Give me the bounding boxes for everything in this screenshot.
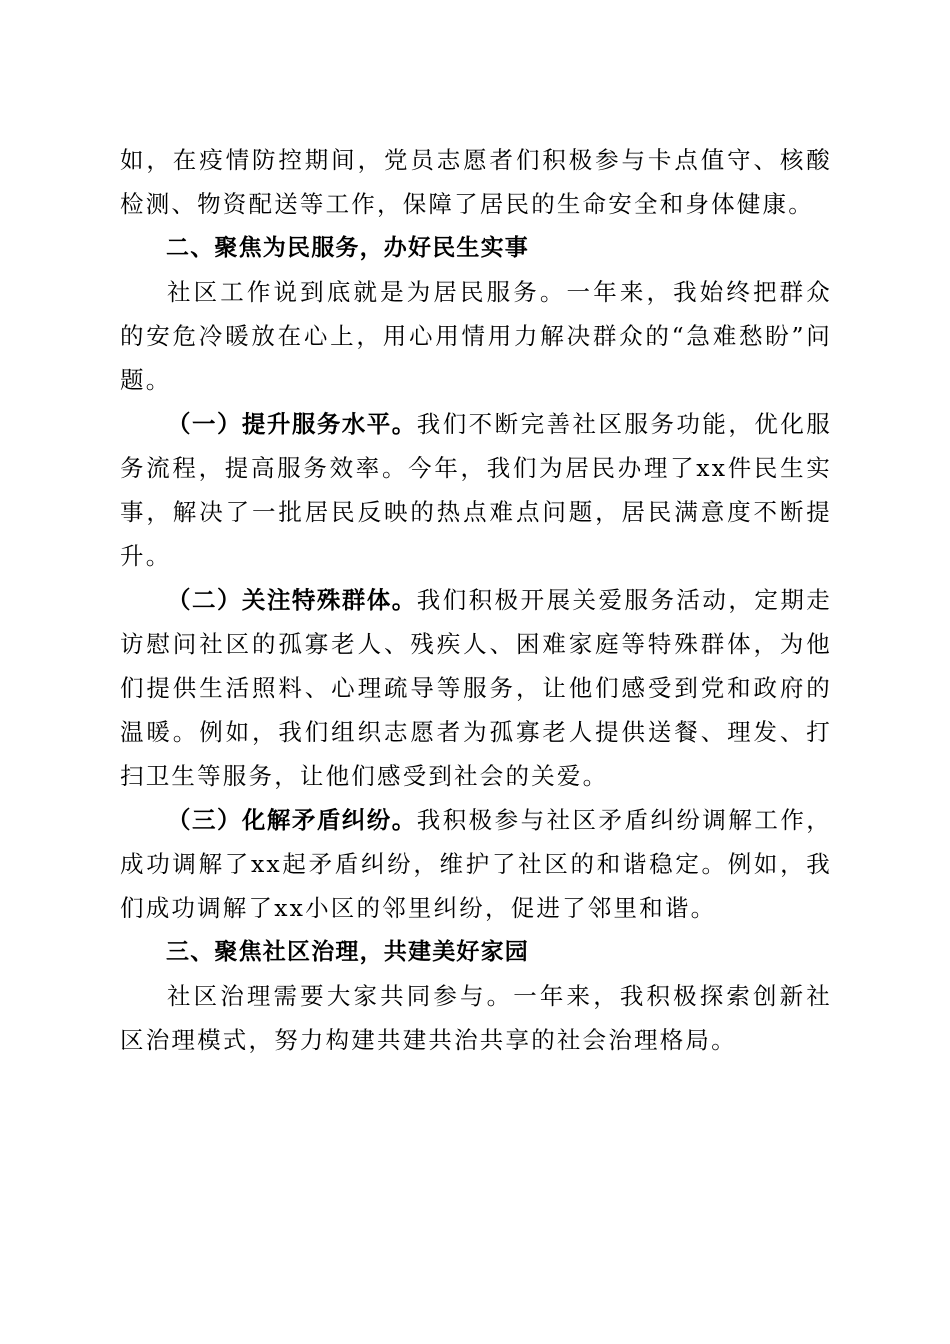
section3-lead: 社区治理需要大家共同参与。一年来，我积极探索创新社区治理模式，努力构建共建共治共享的社会治理格局。 [120,982,832,1054]
item-title: （一）提升服务水平。 [167,410,417,438]
section2-heading: 二、聚焦为民服务，办好民生实事 [166,235,529,261]
section2-item-1 [120,402,832,578]
item-body: 我们不断完善社区服务功能，优化服务流程，提高服务效率。今年，我们为居民办理了xx件民生实事，解决了一批居民反映的热点难点问题，居民满意度不断提升。 [120,410,832,570]
section2-lead: 社区工作说到底就是为居民服务。一年来，我始终把群众的安危冷暖放在心上，用心用情用力解决群众的“急难愁盼”问题。 [120,278,832,394]
item-title: （二）关注特殊群体。 [167,586,417,614]
section2-item-3 [120,798,832,930]
intro-paragraph: 如，在疫情防控期间，党员志愿者们积极参与卡点值守、核酸检测、物资配送等工作，保障了居民的生命安全和身体健康。 [120,146,832,218]
section3-heading: 三、聚焦社区治理，共建美好家园 [166,939,529,965]
item-title: （三）化解矛盾纠纷。 [167,806,417,834]
item-body: 我们积极开展关爱服务活动，定期走访慰问社区的孤寡老人、残疾人、困难家庭等特殊群体，为他们提供生活照料、心理疏导等服务，让他们感受到党和政府的温暖。例如，我们组织志愿者为孤寡老人提供送餐、理发、打扫卫生等服务，让他们感受到社会的关爱。 [120,586,832,790]
document-body [120,138,832,1062]
item-body: 我积极参与社区矛盾纠纷调解工作，成功调解了xx起矛盾纠纷，维护了社区的和谐稳定。例如，我们成功调解了xx小区的邻里纠纷，促进了邻里和谐。 [120,806,832,922]
section2-item-2 [120,578,832,798]
